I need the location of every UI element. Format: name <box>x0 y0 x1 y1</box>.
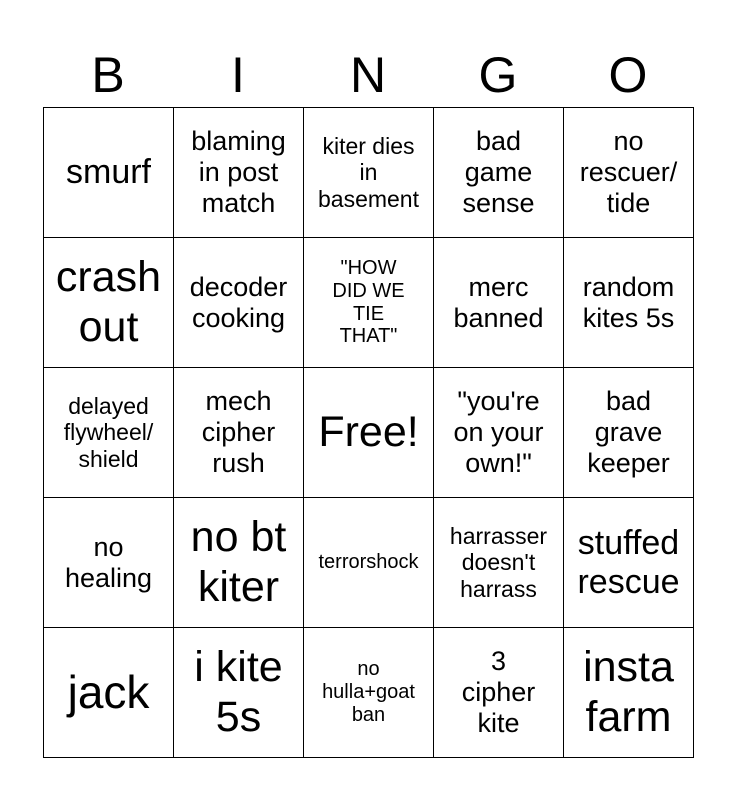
bingo-cell[interactable]: no bt kiter <box>174 498 304 628</box>
bingo-cell[interactable]: mech cipher rush <box>174 368 304 498</box>
bingo-cell[interactable]: merc banned <box>434 238 564 368</box>
bingo-cell[interactable]: blaming in post match <box>174 108 304 238</box>
bingo-cell[interactable]: kiter dies in basement <box>304 108 434 238</box>
bingo-row <box>44 108 694 238</box>
bingo-cell[interactable]: bad grave keeper <box>564 368 694 498</box>
bingo-header <box>43 42 693 108</box>
bingo-cell[interactable]: delayed flywheel/ shield <box>44 368 174 498</box>
bingo-row <box>44 628 694 758</box>
header-letter-n: N <box>349 47 387 103</box>
bingo-cell[interactable]: insta farm <box>564 628 694 758</box>
bingo-cell[interactable]: 3 cipher kite <box>434 628 564 758</box>
bingo-cell-free[interactable]: Free! <box>304 368 434 498</box>
bingo-cell[interactable]: random kites 5s <box>564 238 694 368</box>
bingo-row <box>44 238 694 368</box>
bingo-row <box>44 368 694 498</box>
bingo-cell[interactable]: "HOW DID WE TIE THAT" <box>304 238 434 368</box>
bingo-card <box>43 107 694 758</box>
header-letter-b: B <box>91 47 125 103</box>
bingo-cell[interactable]: harrasser doesn't harrass <box>434 498 564 628</box>
bingo-cell[interactable]: terrorshock <box>304 498 434 628</box>
bingo-cell[interactable]: no hulla+goat ban <box>304 628 434 758</box>
bingo-cell[interactable]: no rescuer/ tide <box>564 108 694 238</box>
bingo-cell[interactable]: no healing <box>44 498 174 628</box>
bingo-cell[interactable]: jack <box>44 628 174 758</box>
header-letter-i: I <box>231 47 245 103</box>
bingo-cell[interactable]: stuffed rescue <box>564 498 694 628</box>
bingo-cell[interactable]: "you're on your own!" <box>434 368 564 498</box>
bingo-cell[interactable]: crash out <box>44 238 174 368</box>
bingo-row <box>44 498 694 628</box>
header-letter-o: O <box>608 47 648 103</box>
bingo-cell[interactable]: decoder cooking <box>174 238 304 368</box>
bingo-cell[interactable]: smurf <box>44 108 174 238</box>
bingo-cell[interactable]: i kite 5s <box>174 628 304 758</box>
header-letter-g: G <box>478 47 518 103</box>
bingo-cell[interactable]: bad game sense <box>434 108 564 238</box>
